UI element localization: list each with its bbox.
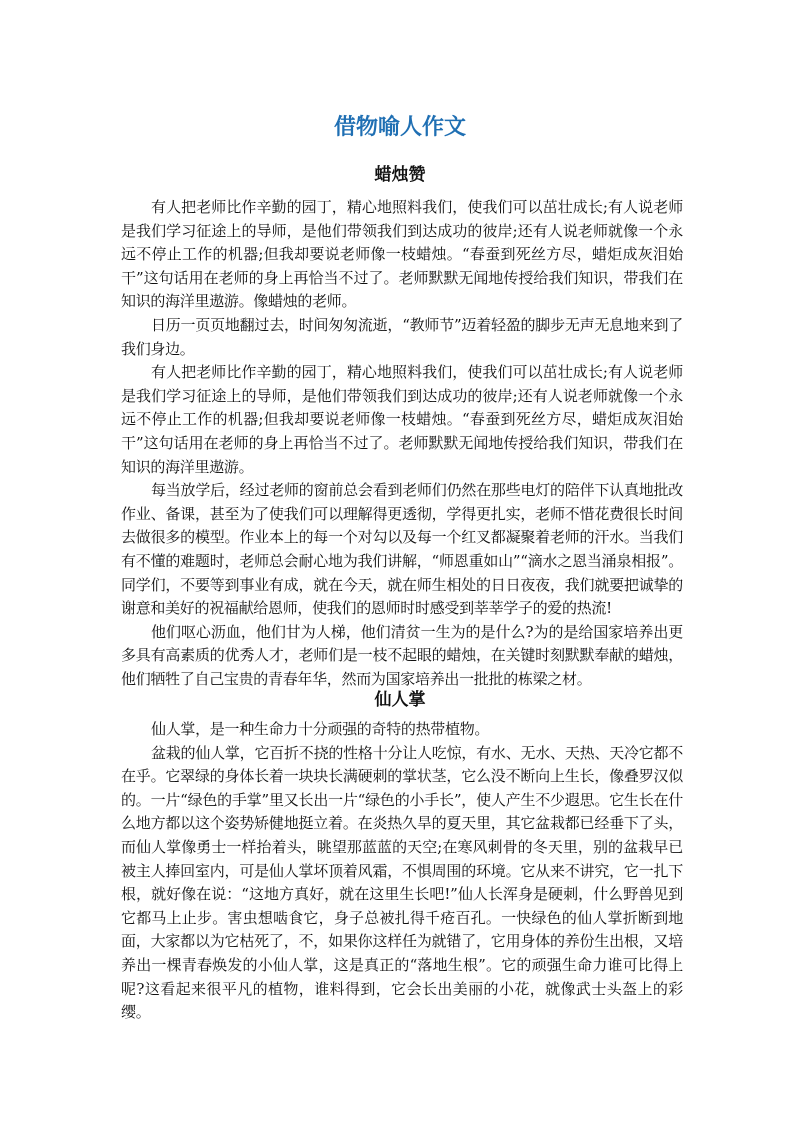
paragraph: 他们呕心沥血，他们甘为人梯，他们清贫一生为的是什么?为的是给国家培养出更多具有高素质的优秀人才，老师们是一枝不起眼的蜡烛，在关键时刻默默奉献的蜡烛，他们牺牲了自己宝贵的青春年华，然而为国家培养出一批批的栋梁之材。 bbox=[121, 622, 683, 688]
section-heading-cactus: 仙人掌 bbox=[374, 690, 426, 710]
paragraph: 每当放学后，经过老师的窗前总会看到老师们仍然在那些电灯的陪伴下认真地批改作业、备课，甚至为了使我们可以理解得更透彻，学得更扎实，老师不惜花费很长时间去做很多的模型。作业本上的每一个对勾以及每一个红叉都凝聚着老师的汗水。当我们有不懂的难题时，老师总会耐心地为我们讲解，“师恩重如山”“滴水之恩当涌泉相报”。同学们，不要等到事业有成，就在今天，就在师生相处的日日夜夜，我们就要把诚挚的谢意和美好的祝福献给恩师，使我们的恩师时时感受到莘莘学子的爱的热流! bbox=[121, 481, 683, 618]
paragraph: 仙人掌，是一种生命力十分顽强的奇特的热带植物。 bbox=[151, 720, 490, 738]
page-title: 借物喻人作文 bbox=[333, 114, 466, 140]
paragraph: 有人把老师比作辛勤的园丁，精心地照料我们，使我们可以茁壮成长;有人说老师是我们学习征途上的导师，是他们带领我们到达成功的彼岸;还有人说老师就像一个永远不停止工作的机器;但我却要说老师像一枝蜡烛。“春蚕到死丝方尽，蜡炬成灰泪始干”这句话用在老师的身上再恰当不过了。老师默默无闻地传授给我们知识，带我们在知识的海洋里遨游。 bbox=[121, 363, 683, 476]
section-body-cactus bbox=[121, 718, 683, 1025]
paragraph: 盆栽的仙人掌，它百折不挠的性格十分让人吃惊，有水、无水、天热、天冷它都不在乎。它翠绿的身体长着一块块长满硬刺的掌状茎，它么没不断向上生长，像叠罗汉似的。一片“绿色的手掌”里又长出一片“绿色的小手长”，使人产生不少遐思。它生长在什么地方都以这个姿势矫健地挺立着。在炎热久旱的夏天里，其它盆栽都已经垂下了头，而仙人掌像勇士一样抬着头，眺望那蓝蓝的天空;在寒风刺骨的冬天里，别的盆栽早已被主人捧回室内，可是仙人掌坏顶着风霜，不惧周围的环境。它从来不讲究，它一扎下根，就好像在说：“这地方真好，就在这里生长吧!”仙人长浑身是硬刺，什么野兽见到它都马上止步。害虫想啮食它，身子总被扎得千疮百孔。一快绿色的仙人掌折断到地面，大家都以为它枯死了，不，如果你这样任为就错了，它用身体的养份生出根，又培养出一棵青春焕发的小仙人掌，这是真正的“落地生根”。它的顽强生命力谁可比得上呢?这看起来很平凡的植物，谁料得到，它会长出美丽的小花，就像武士头盔上的彩缨。 bbox=[121, 743, 683, 1022]
section-heading-candle: 蜡烛赞 bbox=[374, 165, 426, 185]
paragraph: 有人把老师比作辛勤的园丁，精心地照料我们，使我们可以茁壮成长;有人说老师是我们学习征途上的导师，是他们带领我们到达成功的彼岸;还有人说老师就像一个永远不停止工作的机器;但我却要说老师像一枝蜡烛。“春蚕到死丝方尽，蜡炬成灰泪始干”这句话用在老师的身上再恰当不过了。老师默默无闻地传授给我们知识，带我们在知识的海洋里遨游。像蜡烛的老师。 bbox=[121, 198, 683, 311]
section-body-candle bbox=[121, 196, 683, 691]
paragraph: 日历一页页地翻过去，时间匆匆流逝，“教师节”迈着轻盈的脚步无声无息地来到了我们身边。 bbox=[121, 315, 683, 358]
